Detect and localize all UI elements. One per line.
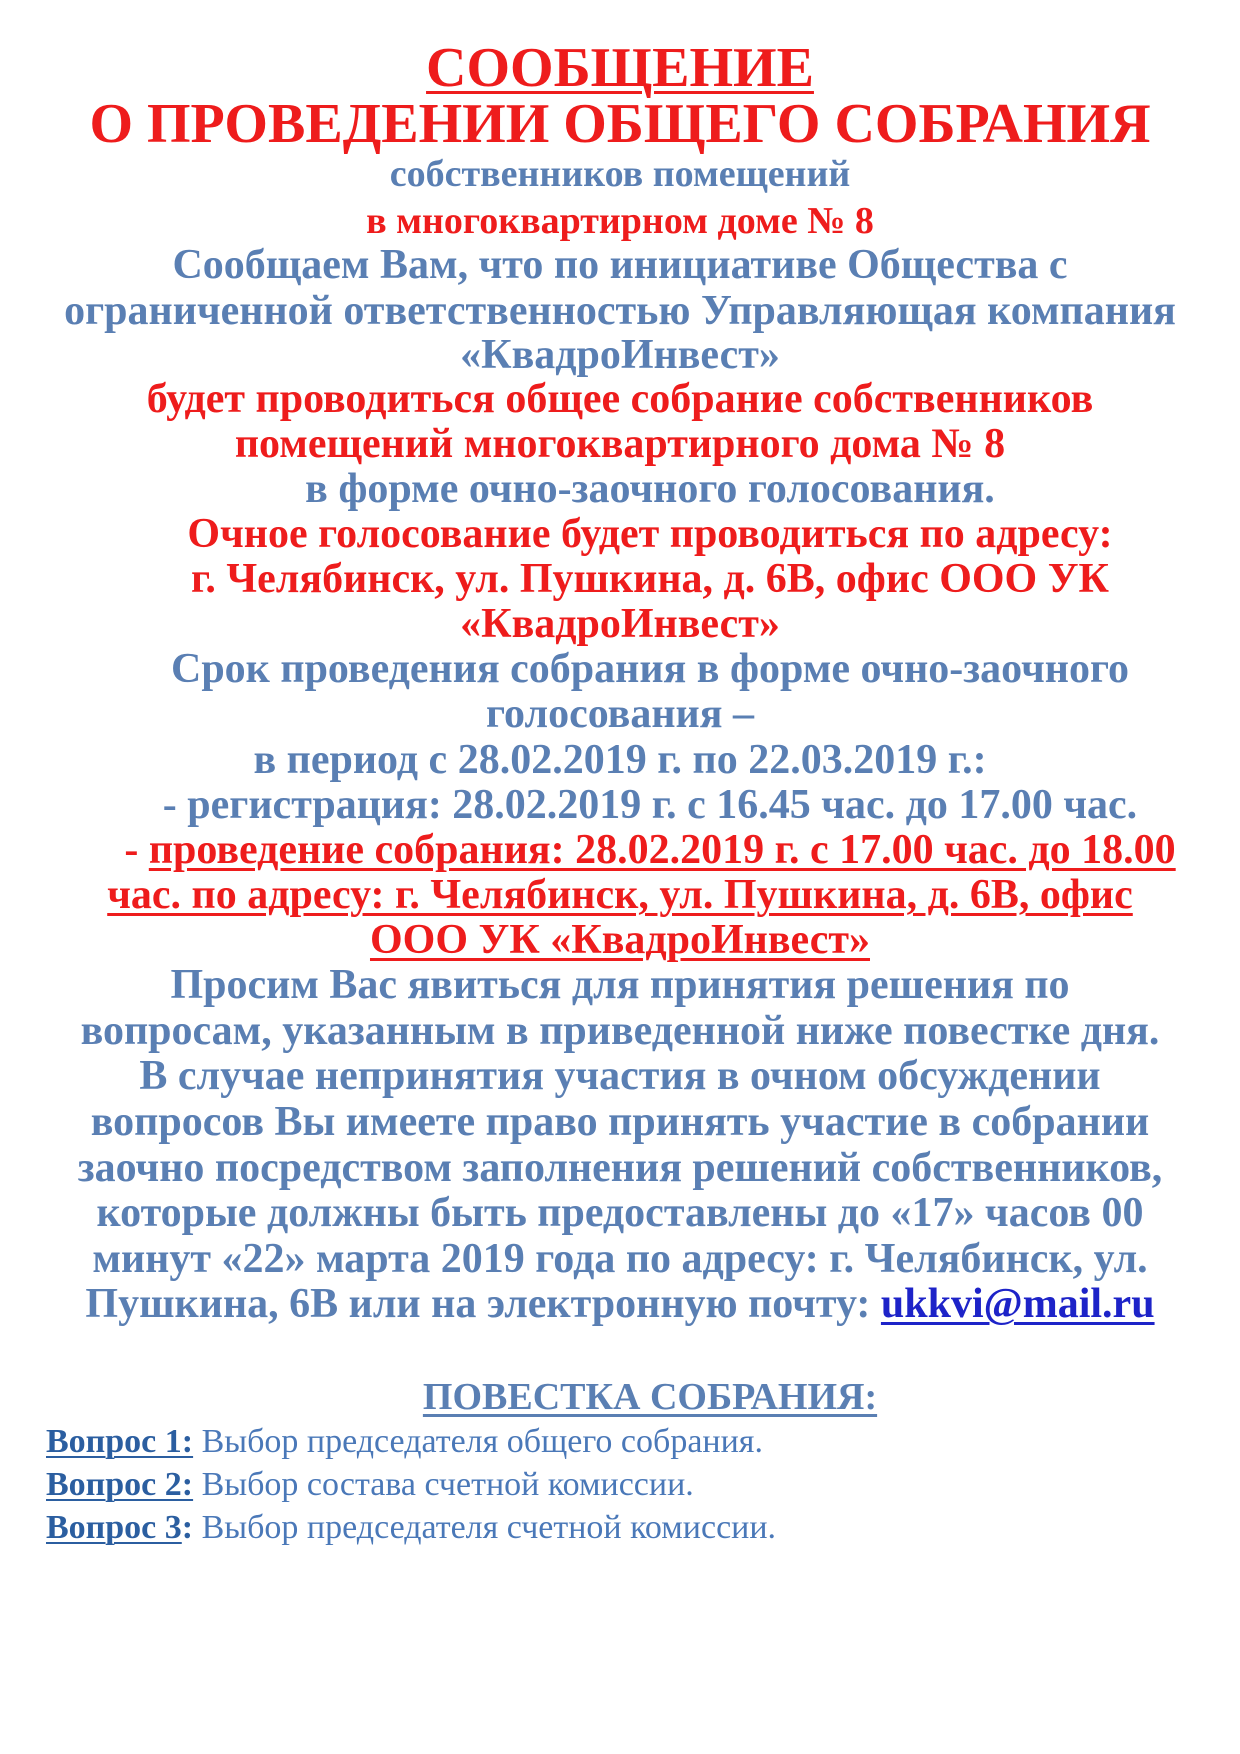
agenda-item-2-text: Выбор состава счетной комиссии. [193,1466,694,1503]
request-line-6: которые должны быть предоставлены до «17» часов 00 [96,1190,1144,1236]
agenda-item-3 [46,1511,776,1545]
address-line-1: г. Челябинск, ул. Пушкина, д. 6В, офис ООО УК [190,556,1109,602]
agenda-item-3-text: Выбор председателя счетной комиссии. [193,1509,777,1546]
intro-line-3: «КвадроИнвест» [460,332,780,378]
agenda-item-2 [46,1468,694,1502]
title-line-2: О ПРОВЕДЕНИИ ОБЩЕГО СОБРАНИЯ [89,93,1151,155]
email-line [0,1283,1240,1325]
agenda-title: ПОВЕСТКА СОБРАНИЯ: [422,1376,878,1418]
meeting-form: в форме очно-заочного голосования. [305,466,995,512]
registration-time: - регистрация: 28.02.2019 г. с 16.45 час. до 17.00 час. [162,782,1138,828]
term-line-1: Срок проведения собрания в форме очно-заочного [170,646,1129,692]
holding-line-2: час. по адресу: г. Челябинск, ул. Пушкина, д. 6В, офис [107,872,1133,918]
holding-text-1: проведение собрания: 28.02.2019 г. с 17.00 час. до 18.00 [148,827,1176,873]
intro-line-1: Сообщаем Вам, что по инициативе Общества с [172,242,1068,288]
request-line-2: вопросам, указанным в приведенной ниже повестке дня. [80,1008,1160,1054]
request-line-7: минут «22» марта 2019 года по адресу: г. Челябинск, ул. [92,1236,1148,1282]
intro-line-2: ограниченной ответственностью Управляющая компания [64,288,1176,334]
title-line-1: СООБЩЕНИЕ [426,37,814,99]
request-line-5: заочно посредством заполнения решений собственников, [77,1145,1163,1191]
holding-dash: - [124,827,149,873]
agenda-item-1-label: Вопрос 1: [46,1423,194,1460]
email-link[interactable]: ukkvi@mail.ru [880,1281,1155,1327]
email-prefix: Пушкина, 6В или на электронную почту: [85,1281,881,1327]
request-line-3: В случае непринятия участия в очном обсуждении [139,1053,1101,1099]
term-line-2: голосования – [486,691,754,737]
agenda-item-2-label: Вопрос 2: [46,1466,194,1503]
subtitle-house: в многоквартирном доме № 8 [366,200,874,242]
request-line-1: Просим Вас явиться для принятия решения по [170,962,1070,1008]
agenda-item-3-label: Вопрос 3 [46,1509,182,1546]
subtitle-owners: собственников помещений [389,153,851,195]
agenda-item-1 [46,1425,763,1459]
agenda-item-3-colon: : [181,1509,194,1546]
holding-line-1 [30,829,1240,871]
agenda-item-1-text: Выбор председателя общего собрания. [193,1423,763,1460]
address-line-2: «КвадроИнвест» [460,601,780,647]
meeting-line-2: помещений многоквартирного дома № 8 [234,421,1006,467]
term-line-3: в период с 28.02.2019 г. по 22.03.2019 г.: [253,737,987,783]
request-line-4: вопросов Вы имеете право принять участие в собрании [90,1099,1150,1145]
address-heading: Очное голосование будет проводиться по адресу: [187,511,1113,557]
meeting-line-1: будет проводиться общее собрание собственников [146,376,1094,422]
holding-line-3: ООО УК «КвадроИнвест» [369,917,870,963]
